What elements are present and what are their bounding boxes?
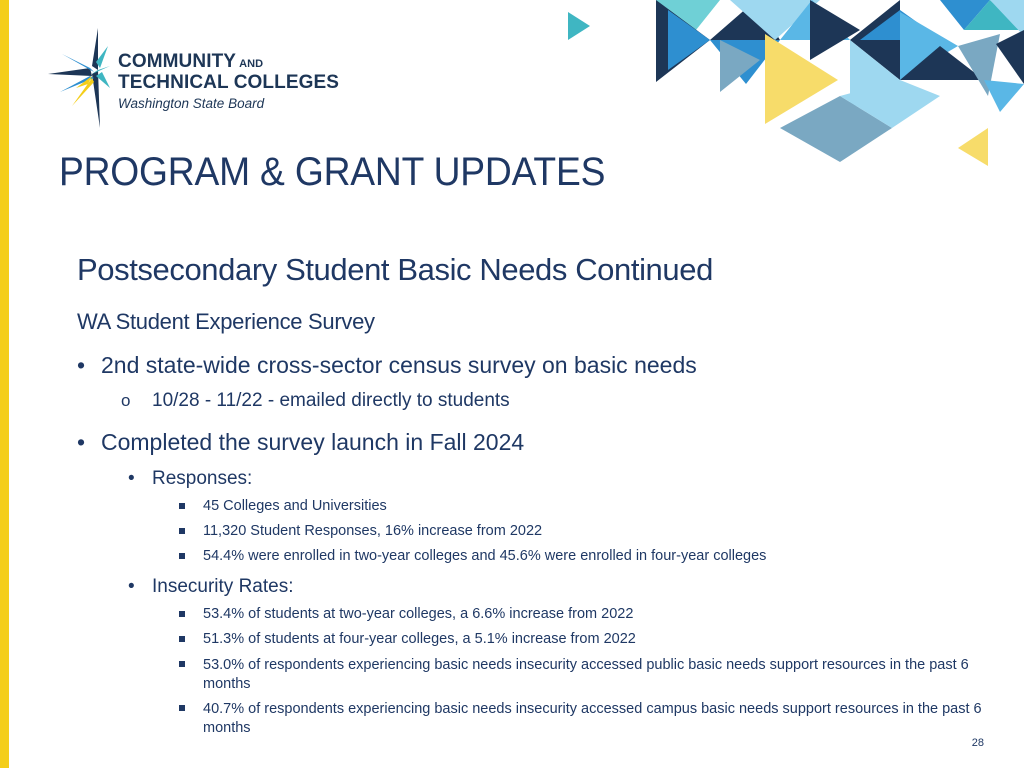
page-number: 28	[971, 737, 984, 749]
logo-line-3: Washington State Board	[118, 96, 265, 111]
logo-line-2: TECHNICAL COLLEGES	[118, 72, 340, 93]
insecurity-item: 51.3% of students at four-year colleges, a 5.1% increase from 2022	[203, 631, 636, 647]
insecurity-item: 53.4% of students at two-year colleges, a 6.6% increase from 2022	[203, 606, 634, 622]
bullet-marker: •	[128, 468, 135, 489]
square-bullet-icon	[179, 528, 185, 534]
square-bullet-icon	[179, 636, 185, 642]
bullet-marker: •	[77, 352, 86, 378]
responses-label: Responses:	[152, 468, 253, 489]
response-item: 45 Colleges and Universities	[203, 498, 387, 514]
sub-bullet-marker: o	[121, 391, 131, 410]
logo-and: AND	[239, 58, 264, 70]
insecurity-item: 40.7% of respondents experiencing basic needs insecurity accessed campus basic needs support resources in the past 6 months	[203, 701, 982, 736]
logo-line-1: COMMUNITY AND	[118, 51, 264, 72]
response-item: 11,320 Student Responses, 16% increase from 2022	[203, 523, 543, 539]
square-bullet-icon	[179, 705, 185, 711]
sub-bullet-dates: 10/28 - 11/22 - emailed directly to students	[152, 390, 510, 411]
slide-title: PROGRAM & GRANT UPDATES	[59, 150, 606, 194]
insecurity-rates-label: Insecurity Rates:	[152, 576, 294, 597]
response-item: 54.4% were enrolled in two-year colleges and 45.6% were enrolled in four-year colleges	[203, 548, 767, 564]
square-bullet-icon	[179, 553, 185, 559]
square-bullet-icon	[179, 611, 185, 617]
square-bullet-icon	[179, 661, 185, 667]
section-heading: WA Student Experience Survey	[77, 309, 375, 334]
slide-subtitle: Postsecondary Student Basic Needs Continued	[77, 252, 713, 287]
bullet-survey-launch: Completed the survey launch in Fall 2024	[101, 429, 525, 455]
bullet-marker: •	[128, 576, 135, 597]
bullet-survey-census: 2nd state-wide cross-sector census survey on basic needs	[101, 352, 697, 378]
bullet-marker: •	[77, 429, 86, 455]
square-bullet-icon	[179, 503, 185, 509]
insecurity-item: 53.0% of respondents experiencing basic needs insecurity accessed public basic needs support resources in the past 6 months	[203, 657, 969, 692]
